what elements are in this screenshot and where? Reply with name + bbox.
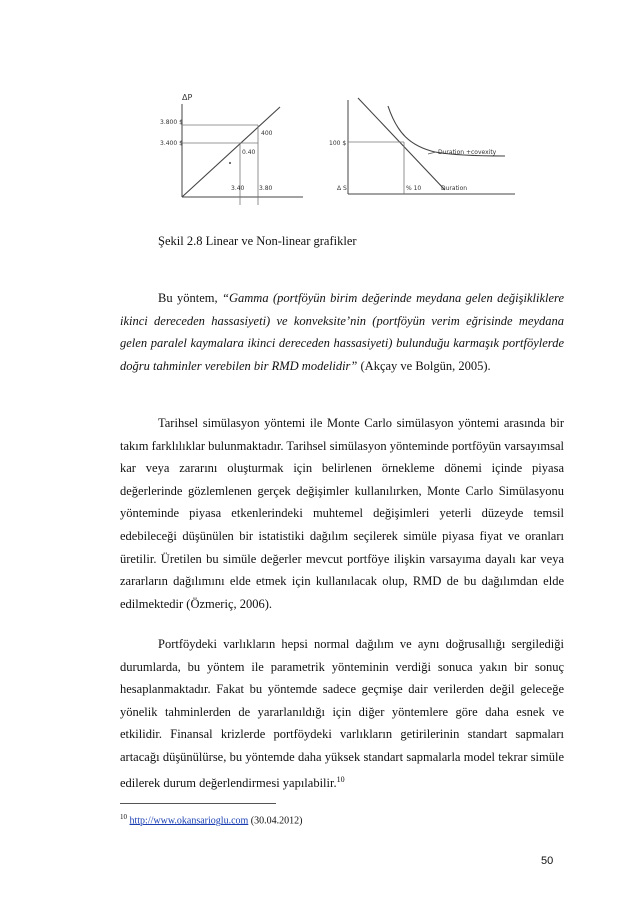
paragraph-1-quote: “Gamma (portföyün birim değerinde meydana gelen değişikliklere ikinci dereceden hassasiyeti) ve konveksite’nin (portföyün verim eğrisinde meydana gelen paralel kaymalara ikinci dereceden hassasiyeti) bulunduğu karmaşık portföylerde doğru tahminler verebilen bir RMD modelidir” <box>120 291 564 373</box>
left-y-tick-1: 3.800 $ <box>160 119 183 126</box>
footnote-link[interactable]: http://www.okansarioglu.com <box>129 815 249 827</box>
left-point-label-1: 400 <box>261 130 273 137</box>
left-chart <box>160 93 303 205</box>
right-duration-label: Duration <box>441 185 468 192</box>
right-convexity-label: Duration +covexity <box>438 149 497 156</box>
footnote-divider <box>120 803 276 804</box>
footnote-number: 10 <box>120 813 127 821</box>
left-y-tick-2: 3.400 $ <box>160 140 183 147</box>
paragraph-3 <box>120 633 564 794</box>
right-label-pointer <box>428 152 436 154</box>
footnote-ref: 10 <box>336 774 345 784</box>
paragraph-2-text: Tarihsel simülasyon yöntemi ile Monte Carlo simülasyon yöntemi arasında bir takım farklılıklar bulunmaktadır. Tarihsel simülasyon yönteminde portföyün varsayımsal kar veya zararını oluşturmak için belirlenen örnekleme dönemi içinde piyasa değerlerinde gözlemlenen gerçek değişimler kullanılırken, Monte Carlo Simülasyonu yönteminde piyasa etkenlerindeki muhtemel değişimleri yeterli düzeyde temsil edebileceği düşünülen bir istatistiki dağılım seçilerek simüle piyasa fiyat ve oranları üretilir. Üretilen bu simüle değerler mevcut portföye ilişkin varsayıma dayalı kar veya zararların dağılımını elde etmek için kullanılacak olup, RMD de bu dağılımdan elde edilmektedir (Özmeriç, 2006). <box>120 416 564 611</box>
paragraph-2 <box>120 412 564 615</box>
left-point-marker <box>229 162 231 164</box>
right-x-axis-label: Δ S <box>337 185 347 192</box>
paragraph-1 <box>120 287 564 377</box>
paragraph-3-text: Portföydeki varlıkların hepsi normal dağılım ve aynı doğrusallığı sergilediği durumlarda, bu yöntem ile parametrik yönteminin verdiği sonuca yakın bir sonuç hesaplanmaktadır. Fakat bu yöntemde sadece geçmişe dair verilerden değil geleceğe yönelik tahminlerden de yararlanıldığı için diğer yöntemlere göre daha esnek ve etkilidir. Finansal krizlerde portföydeki varlıkların getirilerinin standart sapmaları artacağı düşünülürse, bu yöntemde daha yüksek standart sapmalarla model tekrar simüle edilerek durum değerlendirmesi yapılabilir. <box>120 637 564 790</box>
left-linear-line <box>182 107 280 197</box>
left-point-label-2: 0.40 <box>242 149 256 156</box>
right-x-tick: % 10 <box>406 185 422 192</box>
footnote <box>120 813 302 826</box>
right-duration-line <box>358 98 445 190</box>
right-chart <box>329 98 515 194</box>
left-y-title: ΔP <box>182 93 193 102</box>
paragraph-1-lead: Bu yöntem, <box>158 291 223 305</box>
page-number: 50 <box>541 855 554 867</box>
paragraph-1-citation: (Akçay ve Bolgün, 2005). <box>357 358 491 373</box>
footnote-date: (30.04.2012) <box>248 815 303 827</box>
left-x-tick-1: 3.40 <box>231 185 245 192</box>
right-y-tick: 100 $ <box>329 140 347 147</box>
figure-linear-nonlinear <box>160 88 520 206</box>
figure-caption: Şekil 2.8 Linear ve Non-linear grafikler <box>158 234 357 248</box>
left-x-tick-2: 3.80 <box>259 185 273 192</box>
